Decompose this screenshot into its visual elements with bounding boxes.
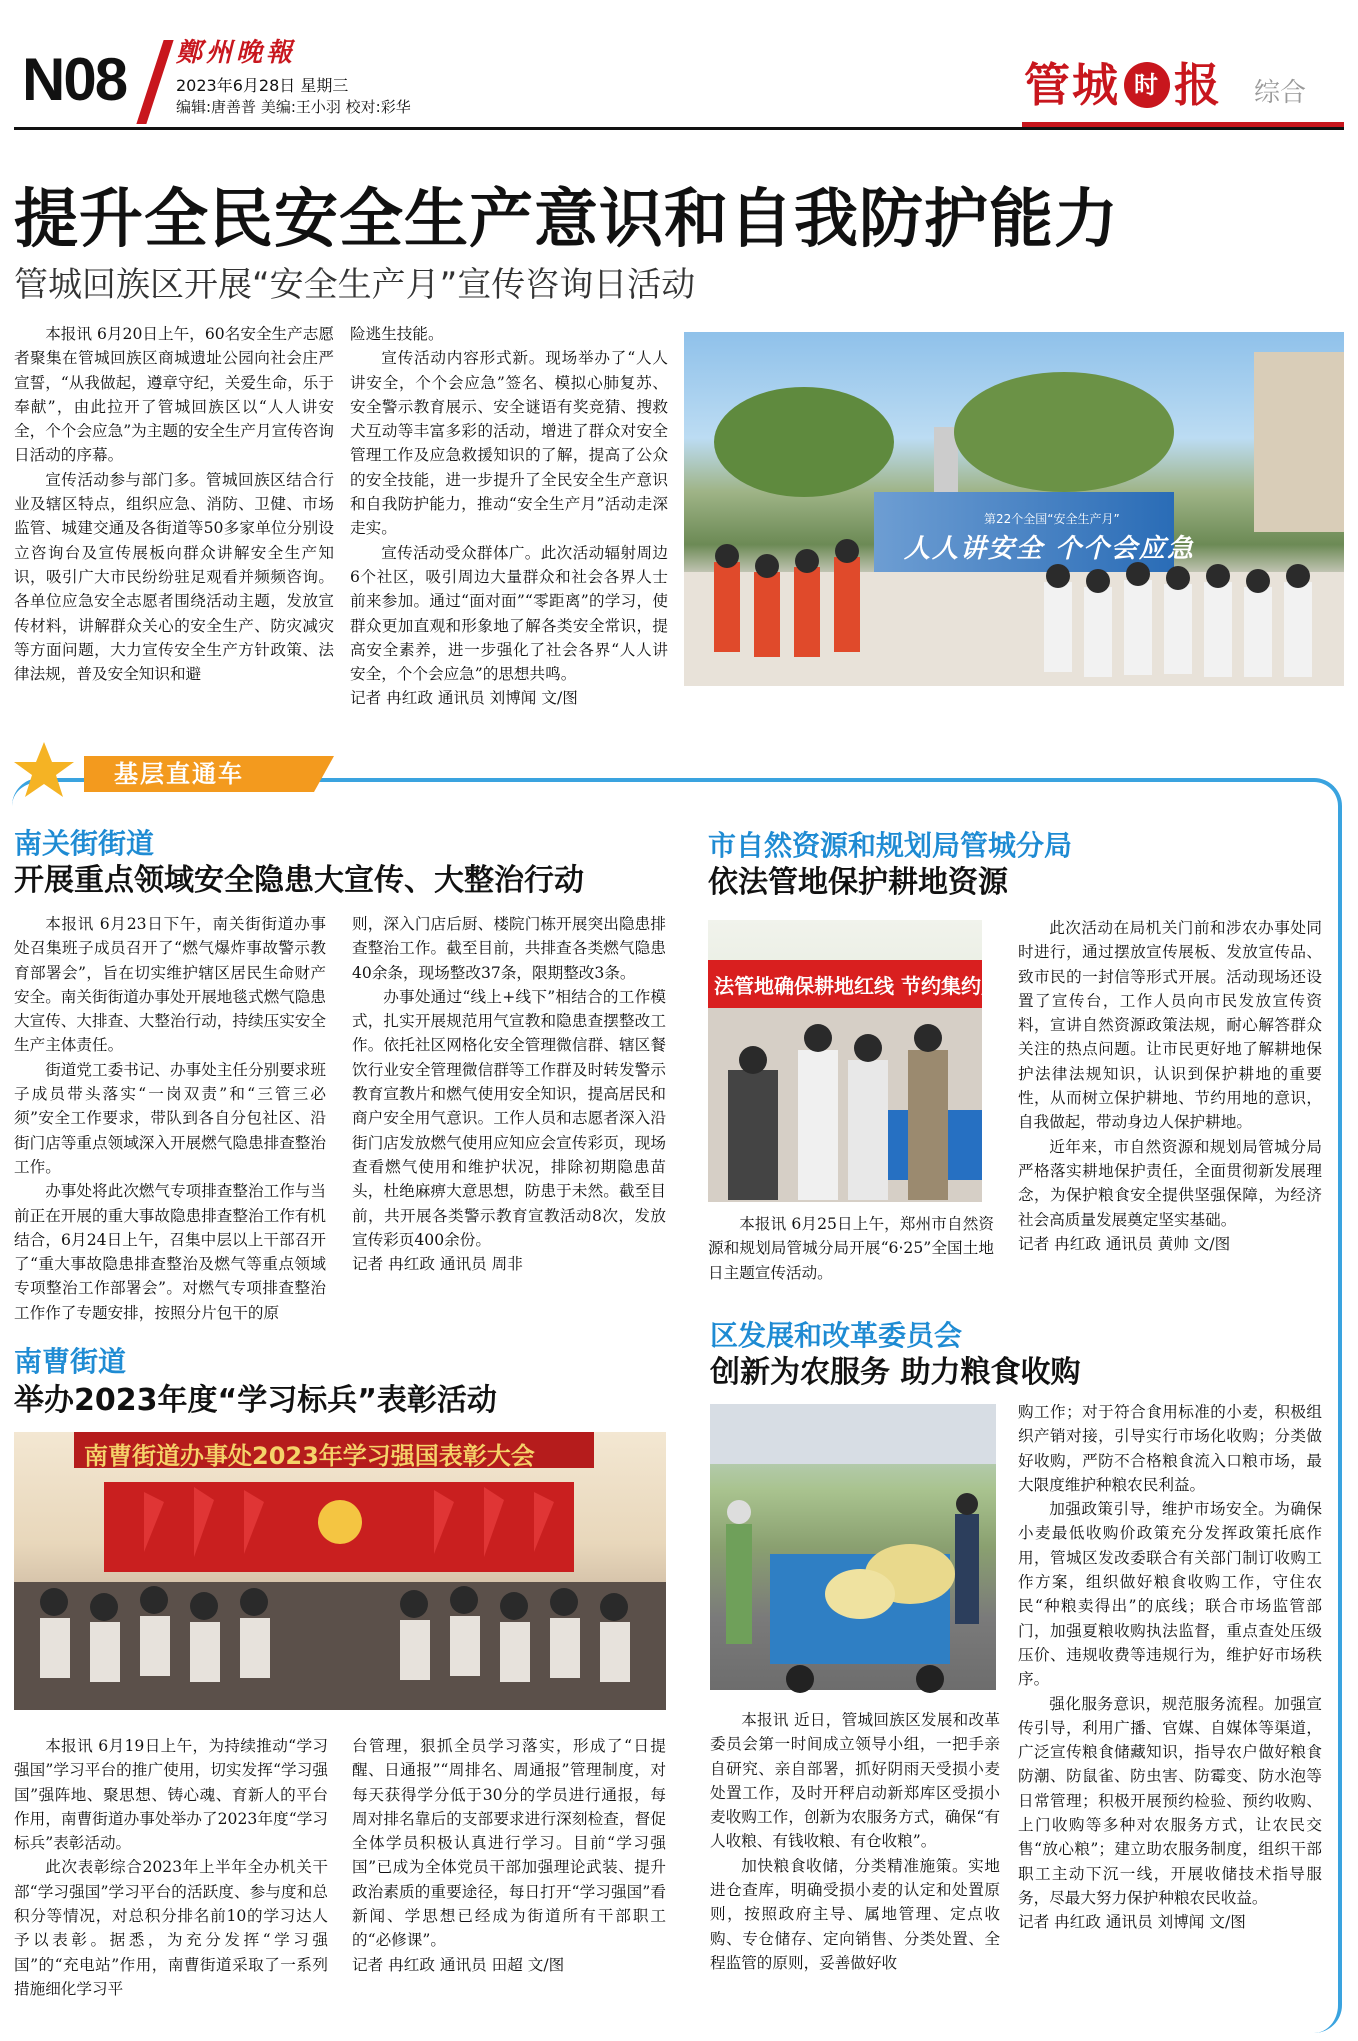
nanguan-col2-para: 则，深入门店后厨、楼院门栋开展突出隐患排查整治工作。截至目前，共排查各类燃气隐患40余条，现场整改37条，限期整改3条。 <box>352 915 666 982</box>
lead-col2-para: 险逃生技能。 <box>350 325 444 343</box>
fagai-col2-para: 加强政策引导，维护市场安全。为确保小麦最低收购价政策充分发挥政策托底作用，管城区发改委联合有关部门制订收购工作方案，组织做好粮食收购工作，守住农民“种粮卖得出”的底线；联合市场监管部门，加强夏粮收购执法监督，重点查处压级压价、违规收费等违规行为，维护好市场秩序。 <box>1018 1500 1322 1689</box>
fagai-col1-para: 加快粮食收储，分类精准施策。实地进仓查库，明确受损小麦的认定和处置原则，按照政府主导、属地管理、定点收购、专仓储存、定向销售、分类处置、全程监管的原则，妥善做好收 <box>710 1856 1000 1972</box>
lead-photo <box>684 332 1344 686</box>
ziran-photo-banner: 法管地确保耕地红线 节约集约用地 <box>714 974 1021 998</box>
nancao-photo-scene <box>14 1432 666 1710</box>
editor-credits: 编辑:唐善普 美编:王小羽 校对:彩华 <box>176 98 411 116</box>
nancao-photo-banner: 南曹街道办事处2023年学习强国表彰大会 <box>84 1442 535 1470</box>
nancao-col2-para: 台管理，狠抓全员学习落实，形成了“日提醒、日通报”“周排名、周通报”管理制度，对每天获得学分低于30分的学员进行通报，每周对排名靠后的支部要求进行深刻检查，督促全体学员积极认真进行学习。目前“学习强国”已成为全体党员干部加强理论武装、提升政治素质的重要途径，每日打开“学习强国”看新闻、学思想已经成为街道所有干部职工的“必修课”。 <box>352 1737 666 1950</box>
ziran-column <box>1018 916 1322 1286</box>
nanguan-col1-para: 本报讯 6月23日下午，南关街街道办事处召集班子成员召开了“燃气爆炸事故警示教育部署会”，旨在切实维护辖区居民生命财产安全。南关街街道办事处开展地毯式燃气隐患大宣传、大排查、大整治行动，持续压实安全生产主体责任。 <box>14 915 326 1055</box>
paper-name: 鄭州晚報 <box>176 38 297 68</box>
fagai-column-1 <box>710 1708 1000 2028</box>
nanguan-column-1 <box>14 912 326 1332</box>
fagai-col1-para: 本报讯 近日，管城回族区发展和改革委员会第一时间成立领导小组，一把手亲自研究、亲自部署，抓好阴雨天受损小麦处置工作，及时开秤启动新郑库区受损小麦收购工作，创新为农服务方式，确保“有人收粮、有钱收粮、有仓收粮”。 <box>710 1711 1000 1851</box>
nancao-photo <box>14 1432 666 1710</box>
ziran-photo-scene <box>708 920 982 1202</box>
fagai-kicker: 区发展和改革委员会 <box>710 1319 963 1352</box>
nanguan-column-2 <box>352 912 666 1332</box>
lead-col1-para: 本报讯 6月20日上午，60名安全生产志愿者聚集在管城回族区商城遗址公园向社会庄严宣誓，“从我做起，遵章守纪，关爱生命，乐于奉献”，由此拉开了管城回族区以“人人讲安全，个个会应急”为主题的安全生产月宣传咨询日活动的序幕。 <box>14 325 334 465</box>
lead-headline: 提升全民安全生产意识和自我防护能力 <box>14 183 1119 257</box>
lead-subheadline: 管城回族区开展“安全生产月”宣传咨询日活动 <box>14 265 696 305</box>
nancao-col1-para: 此次表彰综合2023年上半年全办机关干部“学习强国”学习平台的活跃度、参与度和总积分等情况，对总积分排名前10的学习达人予以表彰。据悉，为充分发挥“学习强国”的“充电站”作用，南曹街道采取了一系列措施细化学习平 <box>14 1858 328 1998</box>
nancao-col1-para: 本报讯 6月19日上午，为持续推动“学习强国”学习平台的推广使用，切实发挥“学习强国”强阵地、聚思想、铸心魂、育新人的平台作用，南曹街道办事处举办了2023年度“学习标兵”表彰活动。 <box>14 1737 328 1853</box>
ziran-col-para: 近年来，市自然资源和规划局管城分局严格落实耕地保护责任，全面贯彻新发展理念，为保护粮食安全提供坚强保障，为经济社会高质量发展奠定坚实基础。 <box>1018 1137 1322 1229</box>
fagai-headline: 创新为农服务 助力粮食收购 <box>710 1355 1081 1390</box>
fagai-photo <box>710 1404 996 1690</box>
lead-byline: 记者 冉红政 通讯员 刘博闻 文/图 <box>350 689 578 708</box>
nanguan-headline: 开展重点领域安全隐患大宣传、大整治行动 <box>14 863 584 898</box>
ziran-col-para: 此次活动在局机关门前和涉农办事处同时进行，通过摆放宣传展板、发放宣传品、致市民的一封信等形式开展。活动现场还设置了宣传台，工作人员向市民发放宣传资料，宣讲自然资源政策法规，耐心解答群众关注的热点问题。让市民更好地了解耕地保护法律法规知识，认识到保护耕地的重要性，从而树立保护耕地、节约用地的意识，自我做起，带动身边人保护耕地。 <box>1018 919 1322 1132</box>
nancao-kicker: 南曹街道 <box>14 1345 127 1378</box>
ziran-photo <box>708 920 1021 1202</box>
ziran-caption <box>708 1212 994 1285</box>
nancao-column-1 <box>14 1734 328 2034</box>
nanguan-byline: 记者 冉红政 通讯员 周非 <box>352 1255 523 1274</box>
nancao-byline: 记者 冉红政 通讯员 田超 文/图 <box>352 1955 565 1974</box>
section-name-dot: 时 <box>1124 62 1170 108</box>
fagai-byline: 记者 冉红政 通讯员 刘博闻 文/图 <box>1018 1913 1246 1932</box>
masthead-slash <box>136 40 173 124</box>
ziran-byline: 记者 冉红政 通讯员 黄帅 文/图 <box>1018 1234 1231 1253</box>
masthead-rule <box>14 127 1344 130</box>
nancao-headline: 举办2023年度“学习标兵”表彰活动 <box>14 1383 497 1418</box>
ziran-caption-text: 本报讯 6月25日上午，郑州市自然资源和规划局管城分局开展“6·25”全国土地日主题宣传活动。 <box>708 1215 994 1282</box>
nanguan-col1-para: 街道党工委书记、办事处主任分别要求班子成员带头落实“一岗双责”和“三管三必须”安全工作要求，带队到各自分包社区、沿街门店等重点领域深入开展燃气隐患排查整治工作。 <box>14 1060 326 1176</box>
lead-col2-para: 宣传活动内容形式新。现场举办了“人人讲安全，个个会应急”签名、模拟心肺复苏、安全警示教育展示、安全谜语有奖竞猜、搜救犬互动等丰富多彩的活动，增进了群众对安全管理工作及应急救援知识的了解，提高了公众的安全技能，进一步提升了全民安全生产意识和自我防护能力，推动“安全生产月”活动走深走实。 <box>350 349 668 538</box>
issue-date: 2023年6月28日 星期三 <box>176 76 349 95</box>
fagai-photo-scene <box>710 1404 996 1690</box>
ziran-headline: 依法管地保护耕地资源 <box>708 865 1008 900</box>
fagai-col2-para: 购工作；对于符合食用标准的小麦，积极组织产销对接，引导实行市场化收购；分类做好收购，严防不合格粮食流入口粮市场，最大限度维护种粮农民利益。 <box>1018 1403 1322 1494</box>
lead-photo-scene <box>684 332 1344 686</box>
section-name <box>1024 58 1222 112</box>
lead-col1-para: 宣传活动参与部门多。管城回族区结合行业及辖区特点，组织应急、消防、卫健、市场监管、城建交通及各街道等50多家单位分别设立咨询台及宣传展板向群众讲解安全生产知识，吸引广大市民纷纷驻足观看并频频咨询。各单位应急安全志愿者围绕活动主题，发放宣传材料，讲解群众关心的安全生产、防灾减灾等方面问题，大力宣传安全生产方针政策、法律法规，普及安全知识和避 <box>14 470 334 684</box>
column-banner <box>14 740 344 802</box>
fagai-col2-para: 强化服务意识，规范服务流程。加强宣传引导，利用广播、官媒、自媒体等渠道，广泛宣传粮食储藏知识，指导农户做好粮食防潮、防鼠雀、防虫害、防霉变、防水泡等日常管理；积极开展预约检验、预约收购、上门收购等多种对农服务方式，让农民交售“放心粮”；建立助农服务制度，组织干部职工主动下沉一线，开展收储技术指导服务，尽最大努力保护种粮农民收益。 <box>1018 1694 1322 1907</box>
lead-col2-para: 宣传活动受众群体广。此次活动辐射周边6个社区，吸引周边大量群众和社会各界人士前来参加。通过“面对面”“零距离”的学习，使群众更加直观和形象地了解各类安全常识，提高安全素养，进一步强化了社会各界“人人讲安全，个个会应急”的思想共鸣。 <box>350 543 668 684</box>
page-number: N08 <box>22 46 127 113</box>
ziran-kicker: 市自然资源和规划局管城分局 <box>708 829 1073 862</box>
nancao-column-2 <box>352 1734 666 2034</box>
column-banner-label: 基层直通车 <box>114 760 244 788</box>
nanguan-col2-para: 办事处通过“线上+线下”相结合的工作模式，扎实开展规范用气宣教和隐患查摆整改工作。依托社区网格化安全管理微信群、辖区餐饮行业安全管理微信群等工作群及时转发警示教育宣教片和燃气使用安全知识，提高居民和商户安全用气意识。工作人员和志愿者深入沿街门店发放燃气使用应知应会宣传彩页，现场查看燃气使用和维护状况，排除初期隐患苗头，杜绝麻痹大意思想，防患于未然。截至目前，共开展各类警示教育宣教活动8次，发放宣传彩页400余份。 <box>352 987 666 1249</box>
section-name-b: 报 <box>1174 58 1222 112</box>
lead-column-1 <box>14 322 334 702</box>
fagai-column-2 <box>1018 1400 1322 2020</box>
lead-photo-banner-small: 第22个全国“安全生产月” <box>984 512 1120 526</box>
lead-column-2 <box>350 322 668 708</box>
nanguan-col1-para: 办事处将此次燃气专项排查整治工作与当前正在开展的重大事故隐患排查整治工作有机结合，6月24日上午，召集中层以上干部召开了“重大事故隐患排查整治及燃气等重点领域专项整治工作部署会”。对燃气专项排查整治工作作了专题安排，按照分片包干的原 <box>14 1182 326 1322</box>
lead-photo-banner: 人人讲安全 个个会应急 <box>904 534 1196 564</box>
section-tag: 综合 <box>1254 78 1307 108</box>
nanguan-kicker: 南关街街道 <box>14 827 155 860</box>
section-name-a: 管城 <box>1024 58 1120 112</box>
